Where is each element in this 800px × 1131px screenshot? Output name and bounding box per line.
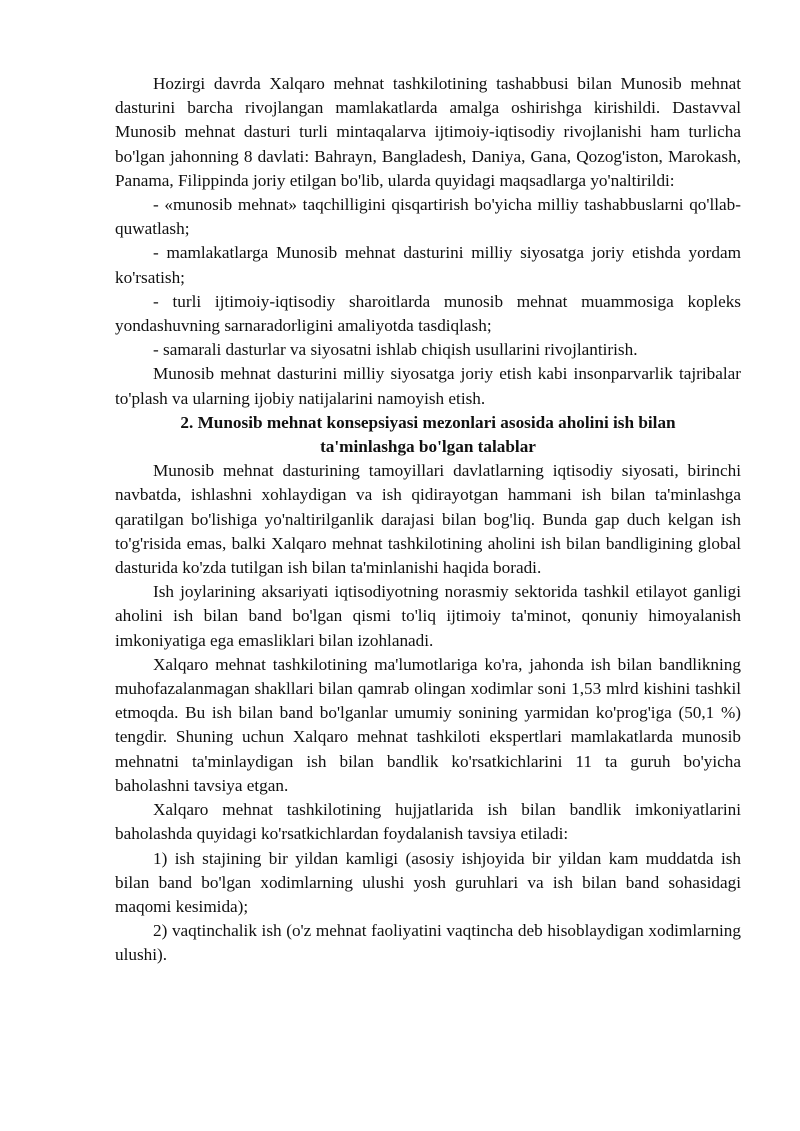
document-page	[115, 72, 741, 968]
paragraph-indicators-intro: Xalqaro mehnat tashkilotining hujjatlarida ish bilan bandlik imkoniyatlarini baholashda quyidagi ko'rsatkichlardan foydalanish tavsiya etiladi:	[115, 800, 741, 844]
paragraph-statistics: Xalqaro mehnat tashkilotining ma'lumotlariga ko'ra, jahonda ish bilan bandlikning muhofazalanmagan shakllari bilan qamrab olingan xodimlar soni 1,53 mlrd kishini tashkil etmoqda. Bu ish bilan band bo'lganlar umumiy sonining yarmidan ko'prog'iga (50,1 %) tengdir. Shuning uchun Xalqaro mehnat tashkiloti ekspertlari mamlakatlarda munosib mehnatni ta'minlaydigan ish bilan bandlik ko'rsatkichlarini 11 ta guruh bo'yicha baholashni tavsiya etgan.	[115, 654, 741, 795]
section-heading-line-1: 2. Munosib mehnat konsepsiyasi mezonlari asosida aholini ish bilan	[180, 412, 676, 432]
paragraph-principles: Munosib mehnat dasturining tamoyillari davlatlarning iqtisodiy siyosati, birinchi navbatda, ishlashni xohlaydigan va ish qidirayotgan hammani ish bilan ta'minlashga qaratilgan bo'lishiga yo'naltirilganlik darajasi bilan bog'liq. Bunda gap duch kelgan ish to'g'risida emas, balki Xalqaro mehnat tashkilotining aholini ish bilan bandligining global dasturida ko'zda tutilgan ish bilan ta'minlanishi haqida boradi.	[115, 461, 741, 578]
list-item-goal-2: - mamlakatlarga Munosib mehnat dasturini milliy siyosatga joriy etishda yordam ko'rsatish;	[115, 243, 741, 287]
list-item-goal-1: - «munosib mehnat» taqchilligini qisqartirish bo'yicha milliy tashabbuslarni qo'llab-quwatlash;	[115, 195, 741, 239]
section-heading	[115, 411, 741, 459]
list-item-goal-3: - turli ijtimoiy-iqtisodiy sharoitlarda munosib mehnat muammosiga kopleks yondashuvning sarnaradorligini amaliyotda tasdiqlash;	[115, 291, 741, 336]
list-item-indicator-2: 2) vaqtinchalik ish (o'z mehnat faoliyatini vaqtincha deb hisoblaydigan xodimlarning ulushi).	[115, 921, 741, 965]
paragraph-experience: Munosib mehnat dasturini milliy siyosatga joriy etish kabi insonparvarlik tajribalar to'plash va ularning ijobiy natijalarini namoyish etish.	[115, 364, 741, 408]
paragraph-informal-sector: Ish joylarining aksariyati iqtisodiyotning norasmiy sektorida tashkil etilayot ganligi aholini ish bilan band bo'lgan qismi to'liq ijtimoiy ta'minot, qonuniy himoyalanish imkoniyatiga ega emasliklari bilan izohlanadi.	[115, 582, 741, 650]
list-item-indicator-1: 1) ish stajining bir yildan kamligi (asosiy ishjoyida bir yildan kam muddatda ish bilan band bo'lgan xodimlarning ulushi yosh guruhlari va ish bilan band sohasidagi maqomi kesimida);	[115, 848, 741, 916]
paragraph-intro: Hozirgi davrda Xalqaro mehnat tashkilotining tashabbusi bilan Munosib mehnat dasturini barcha rivojlangan mamlakatlarda amalga oshirishga kirishildi. Dastavval Munosib mehnat dasturi turli mintaqalarva ijtimoiy-iqtisodiy rivojlanishi ham turlicha bo'lgan jahonning 8 davlati: Bahrayn, Bangladesh, Daniya, Gana, Qozog'iston, Marokash, Panama, Filippinda joriy etilgan bo'lib, ularda quyidagi maqsadlarga yo'naltirildi:	[115, 74, 741, 190]
list-item-goal-4: - samarali dasturlar va siyosatni ishlab chiqish usullarini rivojlantirish.	[153, 340, 638, 360]
section-heading-line-2: ta'minlashga bo'lgan talablar	[320, 437, 536, 457]
